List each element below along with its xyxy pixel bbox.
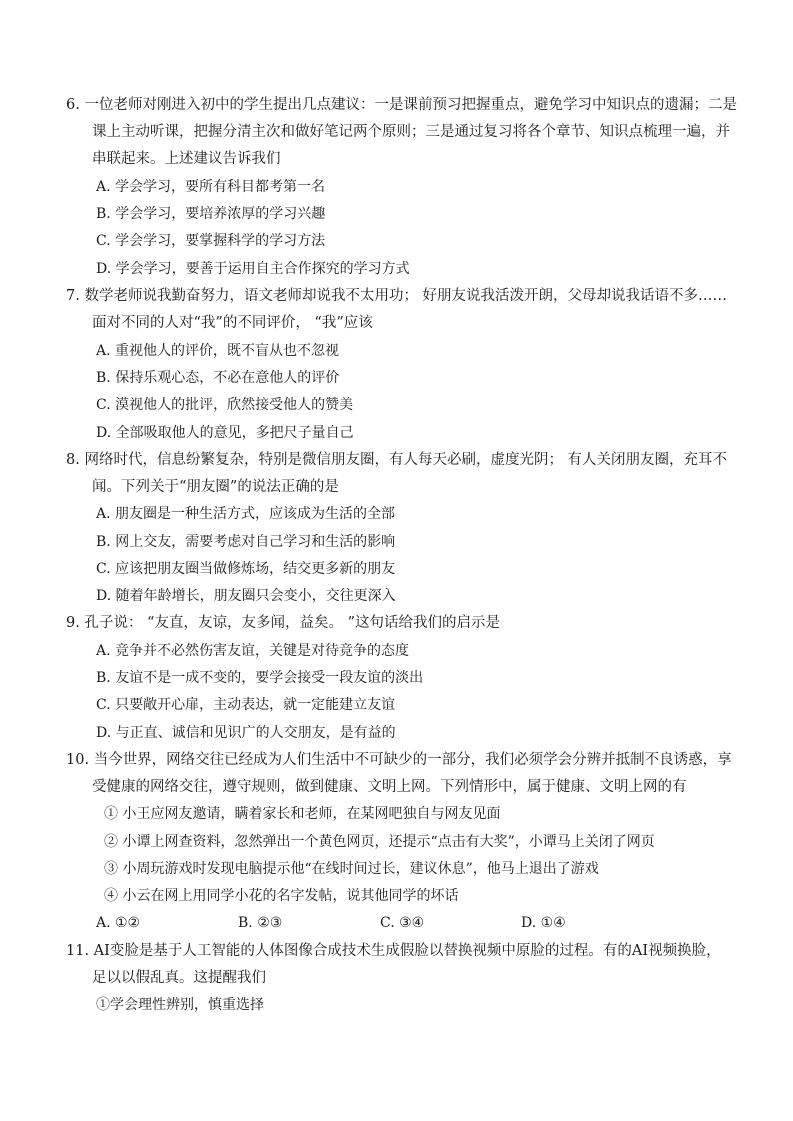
question-9-option-c: C. 只要敞开心扉，主动表达，就一定能建立友谊 — [96, 697, 396, 713]
question-9-stem-line-1 — [66, 613, 500, 633]
question-8-stem-line-1 — [66, 450, 727, 470]
question-10-choice-a: A. ①② — [96, 915, 141, 931]
question-10-stem-line-1 — [66, 750, 732, 770]
question-6-option-d: D. 学会学习，要善于运用自主合作探究的学习方式 — [96, 261, 410, 277]
question-text: 数学老师说我勤奋努力，语文老师却说我不太用功； 好朋友说我活泼开朗，父母却说我话语不多…… — [84, 288, 728, 304]
question-10-item-4: ④ 小云在网上用同学小花的名字发帖，说其他同学的坏话 — [104, 888, 459, 904]
question-6-stem-line-1 — [66, 95, 737, 115]
question-text: 网络时代，信息纷繁复杂，特别是微信朋友圈，有人每天必刷，虚度光阴； 有人关闭朋友圈，充耳不 — [84, 452, 728, 468]
question-7-stem-line-2: 面对不同的人对“我”的不同评价， “我”应该 — [92, 315, 373, 331]
question-7-option-b: B. 保持乐观心态，不必在意他人的评价 — [96, 370, 340, 386]
question-10-item-3: ③ 小周玩游戏时发现电脑提示他“在线时间过长，建议休息”，他马上退出了游戏 — [104, 861, 599, 877]
question-8-stem-line-2: 闻。下列关于“朋友圈”的说法正确的是 — [92, 479, 339, 495]
question-10-choice-d: D. ①④ — [521, 915, 566, 931]
question-number: 8. — [66, 452, 80, 468]
question-8-option-b: B. 网上交友，需要考虑对自己学习和生活的影响 — [96, 534, 396, 550]
question-number: 7. — [66, 288, 80, 304]
question-8-option-d: D. 随着年龄增长，朋友圈只会变小，交往更深入 — [96, 588, 396, 604]
question-text: 孔子说： “友直，友谅，友多闻，益矣。 ”这句话给我们的启示是 — [84, 615, 500, 631]
question-7-option-d: D. 全部吸取他人的意见，多把尺子量自己 — [96, 425, 354, 441]
question-number: 9. — [66, 615, 80, 631]
question-6-option-b: B. 学会学习，要培养浓厚的学习兴趣 — [96, 206, 326, 222]
question-8-option-c: C. 应该把朋友圈当做修炼场，结交更多新的朋友 — [96, 561, 396, 577]
question-8-option-a: A. 朋友圈是一种生活方式，应该成为生活的全部 — [96, 506, 396, 522]
question-10-stem-line-2: 受健康的网络交往，遵守规则，做到健康、文明上网。下列情形中，属于健康、文明上网的有 — [92, 779, 687, 795]
question-text: 一位老师对刚进入初中的学生提出几点建议：一是课前预习把握重点，避免学习中知识点的遗漏；二是 — [84, 97, 737, 113]
question-10-item-1: ① 小王应网友邀请，瞒着家长和老师，在某网吧独自与网友见面 — [104, 806, 501, 822]
question-6-option-c: C. 学会学习，要掌握科学的学习方法 — [96, 233, 326, 249]
question-6-stem-line-2: 课上主动听课，把握分清主次和做好笔记两个原则；三是通过复习将各个章节、知识点梳理一遍，并 — [92, 124, 730, 140]
question-number: 6. — [66, 97, 80, 113]
question-9-option-b: B. 友谊不是一成不变的，要学会接受一段友谊的淡出 — [96, 670, 424, 686]
question-7-option-a: A. 重视他人的评价，既不盲从也不忽视 — [96, 343, 340, 359]
question-text: AI变脸是基于人工智能的人体图像合成技术生成假脸以替换视频中原脸的过程。有的AI视频换脸， — [93, 943, 721, 959]
question-text: 当今世界，网络交往已经成为人们生活中不可缺少的一部分，我们必须学会分辨并抵制不良诱惑，享 — [93, 752, 732, 768]
question-10-choice-c: C. ③④ — [380, 915, 425, 931]
question-10-choice-b: B. ②③ — [238, 915, 283, 931]
question-11-stem-line-2: 足以以假乱真。这提醒我们 — [92, 970, 266, 986]
question-7-stem-line-1 — [66, 286, 727, 306]
question-number: 11. — [66, 943, 90, 959]
question-6-option-a: A. 学会学习，要所有科目都考第一名 — [96, 179, 326, 195]
question-6-stem-line-3: 串联起来。上述建议告诉我们 — [92, 151, 281, 167]
question-number: 10. — [66, 752, 90, 768]
question-10-item-2: ② 小谭上网查资料，忽然弹出一个黄色网页，还提示“点击有大奖”，小谭马上关闭了网页 — [104, 834, 655, 850]
question-11-stem-line-1 — [66, 941, 721, 961]
question-11-item-1: ①学会理性辨别，慎重选择 — [96, 997, 264, 1013]
question-9-option-a: A. 竞争并不必然伤害友谊，关键是对待竞争的态度 — [96, 643, 410, 659]
question-9-option-d: D. 与正直、诚信和见识广的人交朋友，是有益的 — [96, 725, 396, 741]
question-7-option-c: C. 漠视他人的批评，欣然接受他人的赞美 — [96, 397, 354, 413]
